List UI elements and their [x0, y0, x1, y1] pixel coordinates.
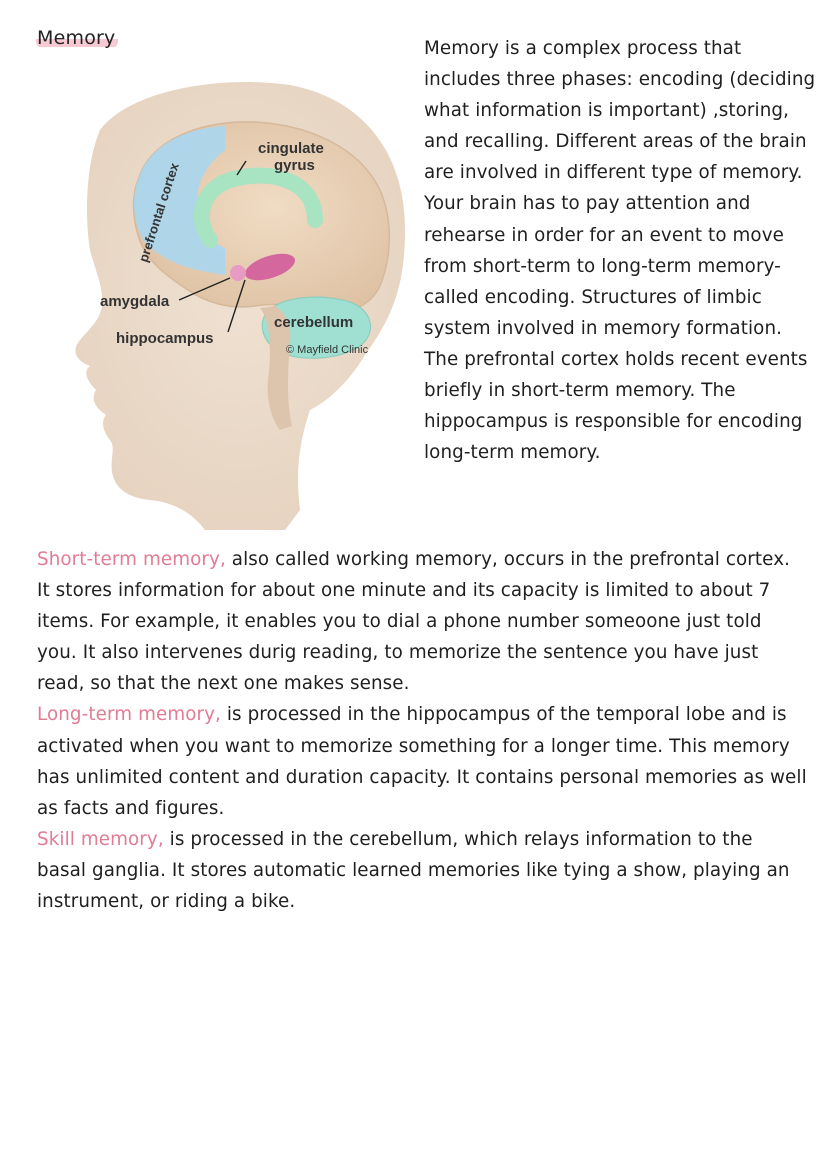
- label-gyrus: gyrus: [274, 157, 315, 174]
- label-hippocampus: hippocampus: [116, 330, 214, 347]
- memory-types: [37, 544, 807, 917]
- label-cerebellum: cerebellum: [274, 314, 354, 331]
- long-term-paragraph: [37, 699, 807, 823]
- brain-figure: [60, 70, 415, 530]
- long-term-text: is processed in the hippocampus of the temporal lobe and is activated when you want to memorize something for a longer time. This memory has unlimited content and duration capacity. It contains personal memories as well as facts and figures.: [37, 704, 807, 819]
- skill-text: is processed in the cerebellum, which relays information to the basal ganglia. It stores automatic learned memories like tying a show, playing an instrument, or riding a bike.: [37, 828, 790, 913]
- short-term-heading: Short-term memory,: [37, 549, 226, 570]
- amygdala-region: [230, 265, 246, 281]
- brain-diagram: [60, 70, 415, 530]
- short-term-paragraph: [37, 544, 807, 699]
- label-cingulate: cingulate: [258, 140, 324, 157]
- label-amygdala: amygdala: [100, 293, 170, 310]
- short-term-text: also called working memory, occurs in the prefrontal cortex. It stores information for about one minute and its capacity is limited to about 7 items. For example, it enables you to dial a phone number someoone just told you. It also intervenes durig reading, to memorize the sentence you have just read, so that the next one makes sense.: [37, 549, 791, 695]
- label-prefrontal: prefrontal cortex: [135, 161, 182, 264]
- page-title: Memory: [36, 27, 118, 49]
- figure-credit: © Mayfield Clinic: [286, 344, 369, 356]
- skill-paragraph: [37, 824, 807, 917]
- skill-heading: Skill memory,: [37, 828, 164, 850]
- long-term-heading: Long-term memory,: [37, 704, 221, 726]
- intro-paragraph: Memory is a complex process that includes three phases: encoding (deciding what information is important) ,storing, and recalling. Different areas of the brain are involved in different type of memory. Your brain has to pay attention and rehearse in order for an event to move from short-term to long-term memory-called encoding. Structures of limbic system involved in memory formation. The prefrontal cortex holds recent events briefly in short-term memory. The hippocampus is responsible for encoding long-term memory.: [424, 38, 816, 464]
